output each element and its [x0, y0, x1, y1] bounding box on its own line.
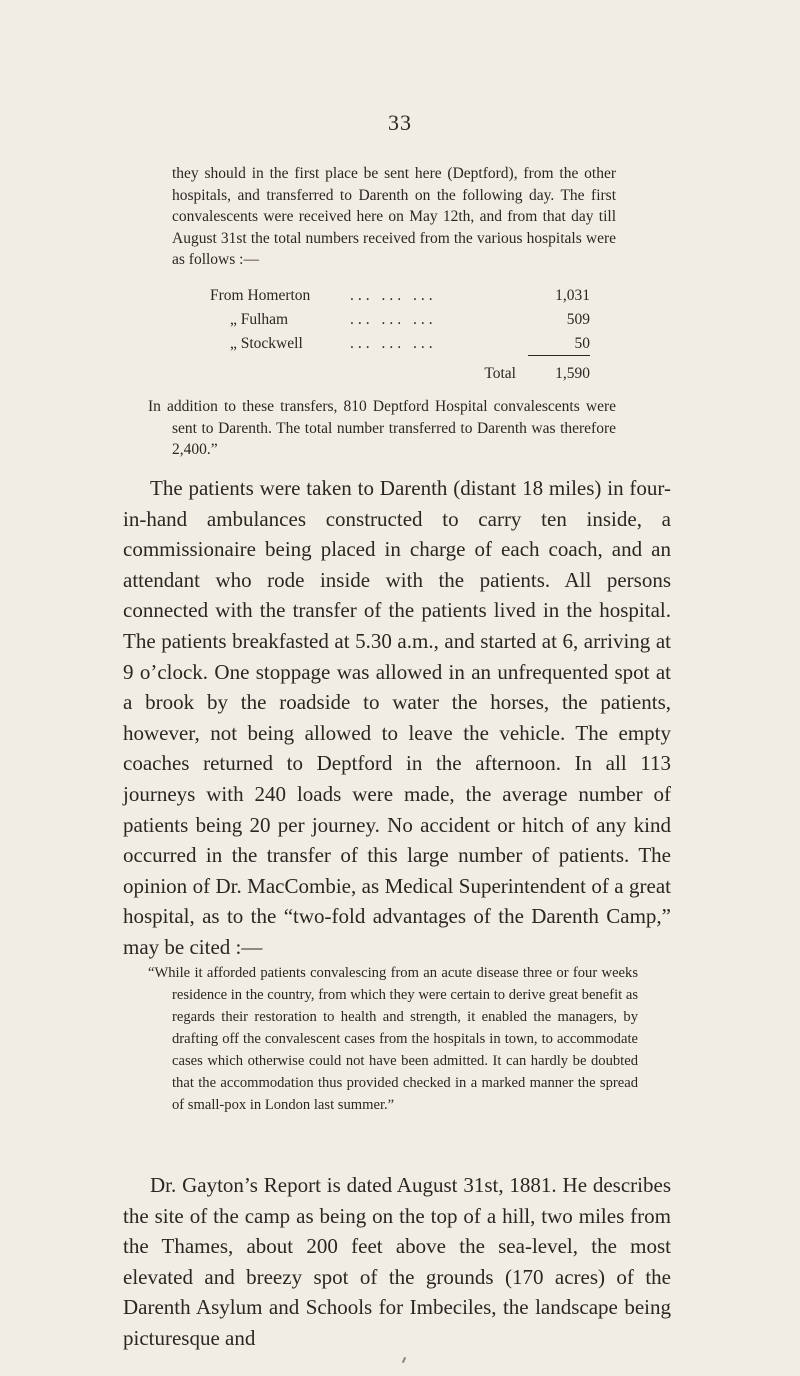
page-number: 33	[388, 110, 412, 135]
paragraph-gayton-text: Dr. Gayton’s Report is dated August 31st, 1881. He describes the site of the camp as being on the top of a hill, two miles from the Thames, about 200 feet above the sea-level, the most elevated and breezy spot of the grounds (170 acres) of the Darenth Asylum and Schools for Imbeciles, the landscape being picturesque and	[123, 1173, 671, 1350]
total-label: Total	[484, 365, 516, 382]
leader-dots: ... ... ...	[350, 311, 437, 328]
table-row-stockwell	[210, 332, 590, 356]
row-label: From Homerton	[210, 287, 311, 304]
paragraph-gayton	[123, 1170, 671, 1354]
quote-intro: they should in the first place be sent here (Deptford), from the other hospitals, and transferred to Darenth on the following day. The first convalescents were received here on May 12th, and from that day till August 31st the total numbers received from the various hospitals were as follows :—	[172, 165, 616, 268]
leader-dots: ... ... ...	[350, 287, 437, 304]
paragraph-transport	[123, 473, 671, 963]
row-value: 1,031	[555, 287, 590, 304]
print-speck	[402, 1357, 406, 1363]
table-total-row	[390, 362, 590, 386]
leader-dots: ... ... ...	[350, 335, 437, 352]
row-value: 50	[574, 335, 590, 352]
transfers-table	[210, 284, 590, 382]
table-row-homerton	[210, 284, 590, 308]
quote-addition	[148, 396, 616, 461]
table-row-fulham	[210, 308, 590, 332]
total-value: 1,590	[555, 365, 590, 382]
row-value: 509	[566, 311, 590, 328]
row-label: „ Stockwell	[230, 335, 303, 352]
quote-maccombie	[148, 962, 638, 1116]
quote-maccombie-text: “While it afforded patients convalescing from an acute disease three or four weeks residence in the country, from which they were certain to derive great benefit as regards their restoration to health and strength, it enabled the managers, by drafting off the convalescent cases from the hospitals in town, to accommodate cases which otherwise could not have been admitted. It can hardly be doubted that the accommodation thus provided checked in a marked manner the spread of small-pox in London last summer.”	[148, 965, 638, 1113]
row-label: „ Fulham	[230, 311, 289, 328]
quote-addition-text: In addition to these transfers, 810 Deptford Hospital convalescents were sent to Darenth. The total number transferred to Darenth was therefore 2,400.”	[148, 398, 616, 458]
total-rule	[528, 355, 590, 356]
paragraph-transport-text: The patients were taken to Darenth (distant 18 miles) in four-in-hand ambulances constructed to carry ten inside, a commissionaire being placed in charge of each coach, and an attendant who rode inside with the patients. All persons connected with the transfer of the patients lived in the hospital. The patients breakfasted at 5.30 a.m., and started at 6, arriving at 9 o’clock. One stoppage was allowed in an unfrequented spot at a brook by the roadside to water the horses, the patients, however, not being allowed to leave the vehicle. The empty coaches returned to Deptford in the afternoon. In all 113 journeys with 240 loads were made, the average number of patients being 20 per journey. No accident or hitch of any kind occurred in the transfer of this large number of patients. The opinion of Dr. MacCombie, as Medical Superintendent of a great hospital, as to the “two-fold advantages of the Darenth Camp,” may be cited :—	[123, 476, 671, 959]
